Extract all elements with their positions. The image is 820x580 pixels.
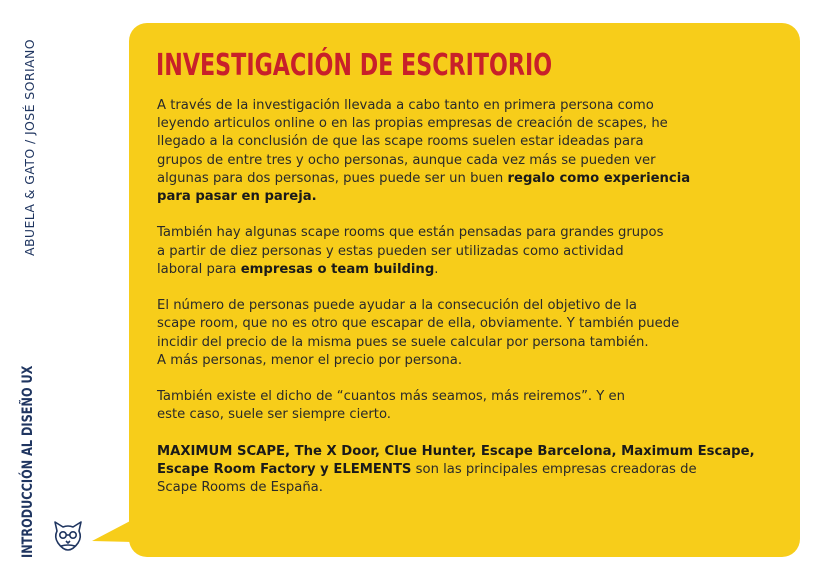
author-credit: ABUELA & GATO / JOSÉ SORIANO xyxy=(22,39,37,256)
highlight-couple: para pasar en pareja. xyxy=(157,189,317,205)
text-segment: algunas para dos personas, pues puede ser un buen xyxy=(157,170,508,186)
text-segment: . xyxy=(434,261,439,277)
text-segment: laboral para xyxy=(157,261,241,277)
text-line: leyendo articulos online o en las propias empresas de creación de scapes, he xyxy=(157,116,668,132)
text-line: A través de la investigación llevada a cabo tanto en primera persona como xyxy=(157,98,654,113)
text-line xyxy=(157,188,787,206)
text-line: a partir de diez personas y estas pueden ser utilizadas como actividad xyxy=(157,243,624,259)
speech-bubble-tail xyxy=(92,520,132,542)
text-line xyxy=(157,170,787,188)
cat-logo-icon xyxy=(52,519,84,553)
paragraph-1 xyxy=(157,97,787,206)
highlight-companies: Escape Room Factory y ELEMENTS xyxy=(157,462,412,477)
sidebar xyxy=(0,0,60,580)
text-segment: son las principales empresas creadoras de xyxy=(411,462,697,477)
text-line: También hay algunas scape rooms que están pensadas para grandes grupos xyxy=(157,225,664,241)
highlight-companies: MAXIMUM SCAPE, The X Door, Clue Hunter, Escape Barcelona, Maximum Escape, xyxy=(157,443,755,459)
course-title: INTRODUCCIÓN AL DISEÑO UX xyxy=(20,365,36,558)
text-line: este caso, suele ser siempre cierto. xyxy=(157,407,391,423)
text-line: scape room, que no es otro que escapar de ella, obviamente. Y también puede xyxy=(157,316,680,332)
text-line: El número de personas puede ayudar a la consecución del objetivo de la xyxy=(157,298,637,314)
paragraph-2 xyxy=(157,224,787,279)
highlight-team-building: empresas o team building xyxy=(240,261,435,277)
text-line: incidir del precio de la misma pues se suele calcular por persona también. xyxy=(157,334,649,350)
text-line xyxy=(157,461,787,479)
text-line: llegado a la conclusión de que las scape rooms suelen estar ideadas para xyxy=(157,134,644,150)
paragraph-3 xyxy=(157,297,787,370)
text-line xyxy=(157,443,787,461)
text-line: También existe el dicho de “cuantos más seamos, más reiremos”. Y en xyxy=(157,389,626,405)
text-line xyxy=(157,261,787,279)
paragraph-5 xyxy=(157,443,787,498)
text-line: grupos de entre tres y ocho personas, aunque cada vez más se pueden ver xyxy=(157,152,656,168)
text-line: Scape Rooms de España. xyxy=(157,480,323,496)
highlight-gift: regalo como experiencia xyxy=(507,170,691,186)
paragraph-4 xyxy=(157,388,787,424)
page-title: INVESTIGACIÓN DE ESCRITORIO xyxy=(156,48,553,83)
text-line: A más personas, menor el precio por persona. xyxy=(157,352,463,368)
body-text xyxy=(157,97,787,516)
